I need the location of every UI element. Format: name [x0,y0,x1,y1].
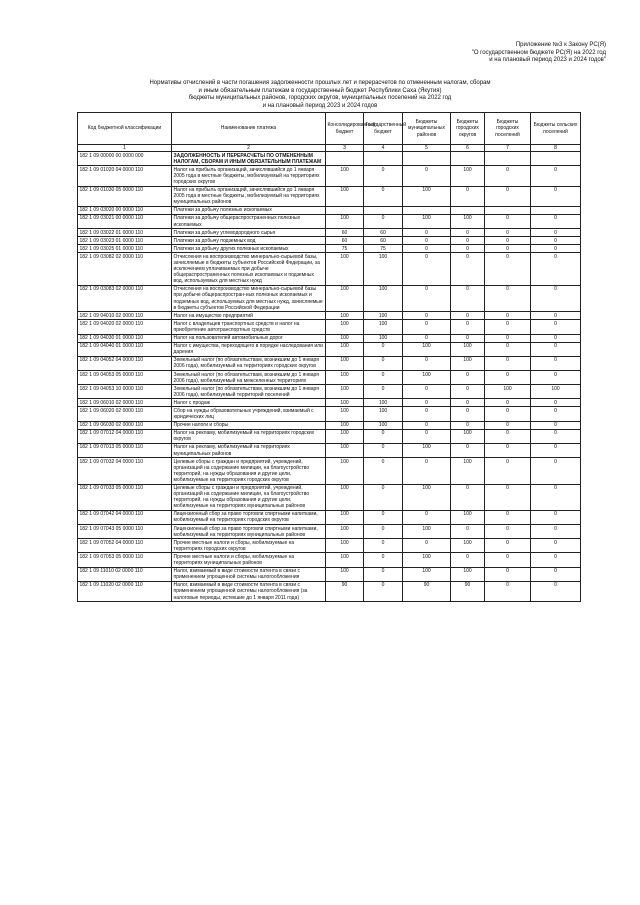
cell-payment-name: Земельный налог (по обязательствам, возникшим до 1 января 2006 года), мобилизуемый территорий поселений [172,385,326,399]
cell-code: 182 1 09 04053 10 0000 110 [78,385,172,399]
cell-rural-settlements: 0 [531,245,581,253]
cell-payment-name: Налог на прибыль организаций, зачислявшийся до 1 января 2005 года в местные бюджеты, мобилизуемый на территориях муниципальных районов [172,186,326,206]
cell-municipal-districts: 0 [403,458,451,484]
cell-consolidated: 60 [326,229,364,237]
table-row [78,334,581,342]
table-row [78,206,581,214]
cell-consolidated: 100 [326,567,364,581]
cell-payment-name: Налог с имущества, переходящего в порядке наследования или дарения [172,342,326,356]
table-row [78,285,581,311]
cell-code: 182 1 09 07032 04 0000 110 [78,458,172,484]
cell-municipal-districts: 0 [403,407,451,421]
cell-urban-settlements: 0 [485,525,531,539]
cell-city-districts [451,206,485,214]
header-city-districts: Бюджеты городских округов [451,113,485,145]
cell-payment-name: Целевые сборы с граждан и предприятий, учреждений, организаций на содержание милиции, на благоустройство территорий, на нужды образования и другие цели, мобилизуемые на территориях городских округов [172,458,326,484]
cell-state: 0 [364,186,403,206]
cell-rural-settlements: 0 [531,407,581,421]
cell-urban-settlements: 0 [485,484,531,510]
cell-city-districts: 0 [451,253,485,285]
cell-municipal-districts: 0 [403,229,451,237]
col-number: 5 [403,145,451,152]
cell-rural-settlements: 100 [531,385,581,399]
cell-rural-settlements: 0 [531,429,581,443]
cell-code: 182 1 09 03083 02 0000 110 [78,285,172,311]
cell-municipal-districts: 100 [403,214,451,228]
cell-state: 0 [364,371,403,385]
cell-city-districts [451,152,485,166]
cell-consolidated: 100 [326,253,364,285]
cell-state [364,206,403,214]
cell-consolidated: 75 [326,245,364,253]
cell-consolidated [326,152,364,166]
cell-consolidated: 100 [326,510,364,524]
column-number-row [78,145,581,152]
cell-rural-settlements [531,206,581,214]
cell-rural-settlements: 0 [531,186,581,206]
appendix-line-3: и на плановый период 2023 и 2024 годов" [489,57,606,63]
header-name: Наименование платежа [172,113,326,145]
col-number: 8 [531,145,581,152]
cell-rural-settlements: 0 [531,312,581,320]
document-title [60,80,580,110]
cell-code: 182 1 09 07012 04 0000 110 [78,429,172,443]
cell-urban-settlements: 0 [485,421,531,429]
cell-city-districts: 0 [451,385,485,399]
cell-consolidated: 100 [326,334,364,342]
cell-payment-name: Платежи за добычу других полезных ископаемых [172,245,326,253]
cell-urban-settlements: 0 [485,429,531,443]
cell-urban-settlements: 0 [485,237,531,245]
cell-payment-name: Налог, взимаемый в виде стоимости патента в связи с применением упрощенной системы налогообложения (за налоговые периоды, истекшие до 1 января 2011 года) [172,581,326,601]
header-code: Код бюджетной классификации [78,113,172,145]
cell-city-districts: 100 [451,356,485,370]
cell-municipal-districts: 100 [403,567,451,581]
cell-municipal-districts: 0 [403,334,451,342]
cell-payment-name: ЗАДОЛЖЕННОСТЬ И ПЕРЕРАСЧЕТЫ ПО ОТМЕНЕННЫМ НАЛОГАМ, СБОРАМ И ИНЫМ ОБЯЗАТЕЛЬНЫМ ПЛАТЕЖАМ [172,152,326,166]
appendix-reference [472,42,606,65]
cell-city-districts: 0 [451,320,485,334]
cell-consolidated: 100 [326,356,364,370]
table-row [78,186,581,206]
cell-code: 182 1 09 04053 05 0000 110 [78,371,172,385]
cell-city-districts: 100 [451,458,485,484]
cell-state: 0 [364,567,403,581]
cell-city-districts: 0 [451,553,485,567]
cell-payment-name: Налог на прибыль организаций, зачислявшийся до 1 января 2005 года в местные бюджеты, мобилизуемый на территориях городских округов [172,166,326,186]
table-row [78,399,581,407]
cell-municipal-districts: 0 [403,421,451,429]
cell-state: 0 [364,510,403,524]
cell-urban-settlements [485,206,531,214]
cell-payment-name: Налог на рекламу, мобилизуемый на территориях городских округов [172,429,326,443]
cell-code: 182 1 09 04040 01 0000 110 [78,342,172,356]
cell-consolidated: 100 [326,214,364,228]
table-row [78,484,581,510]
cell-municipal-districts: 100 [403,443,451,457]
cell-urban-settlements: 0 [485,229,531,237]
cell-rural-settlements: 0 [531,421,581,429]
cell-municipal-districts: 0 [403,237,451,245]
cell-state: 100 [364,399,403,407]
cell-payment-name: Налог с владельцев транспортных средств и налог на приобретение автотранспортных средств [172,320,326,334]
table-row [78,214,581,228]
cell-consolidated: 100 [326,429,364,443]
cell-state: 0 [364,443,403,457]
cell-urban-settlements: 0 [485,214,531,228]
cell-state: 100 [364,334,403,342]
cell-state: 0 [364,342,403,356]
cell-consolidated: 90 [326,581,364,601]
cell-state: 100 [364,421,403,429]
cell-state: 0 [364,429,403,443]
table-row [78,253,581,285]
cell-state: 0 [364,458,403,484]
cell-city-districts: 0 [451,399,485,407]
cell-payment-name: Платежи за добычу полезных ископаемых [172,206,326,214]
cell-state: 100 [364,312,403,320]
col-number: 2 [172,145,326,152]
cell-municipal-districts: 0 [403,166,451,186]
table-row [78,166,581,186]
cell-municipal-districts: 0 [403,320,451,334]
table-row [78,553,581,567]
cell-city-districts: 0 [451,421,485,429]
cell-payment-name: Прочие местные налоги и сборы, мобилизуемые на территориях городских округов [172,539,326,553]
cell-code: 182 1 09 01030 05 0000 110 [78,186,172,206]
table-row [78,152,581,166]
cell-urban-settlements: 0 [485,510,531,524]
cell-payment-name: Налог, взимаемый в виде стоимости патента в связи с применением упрощенной системы налогообложения [172,567,326,581]
cell-urban-settlements: 100 [485,385,531,399]
cell-payment-name: Налог на рекламу, мобилизуемый на территориях муниципальных районов [172,443,326,457]
cell-urban-settlements: 0 [485,371,531,385]
cell-rural-settlements [531,152,581,166]
cell-rural-settlements: 0 [531,166,581,186]
cell-urban-settlements: 0 [485,407,531,421]
cell-code: 182 1 09 03021 00 0000 110 [78,214,172,228]
cell-state: 75 [364,245,403,253]
cell-rural-settlements: 0 [531,320,581,334]
cell-urban-settlements: 0 [485,581,531,601]
cell-city-districts: 0 [451,229,485,237]
title-line-3: бюджеты муниципальных районов, городских округов, муниципальных поселений на 2022 год [188,95,452,102]
table-row [78,320,581,334]
cell-consolidated: 100 [326,371,364,385]
cell-state: 0 [364,553,403,567]
cell-code: 182 1 09 07042 04 0000 110 [78,510,172,524]
cell-code: 182 1 09 11010 02 0000 110 [78,567,172,581]
cell-urban-settlements: 0 [485,356,531,370]
cell-state: 0 [364,214,403,228]
col-number: 3 [326,145,364,152]
cell-state: 60 [364,237,403,245]
cell-city-districts: 100 [451,166,485,186]
cell-code: 182 1 09 11020 02 0000 110 [78,581,172,601]
cell-rural-settlements: 0 [531,539,581,553]
cell-code: 182 1 09 04030 01 0000 110 [78,334,172,342]
cell-urban-settlements: 0 [485,458,531,484]
cell-city-districts: 0 [451,407,485,421]
cell-consolidated: 100 [326,553,364,567]
table-row [78,312,581,320]
table-row [78,510,581,524]
cell-urban-settlements [485,152,531,166]
cell-consolidated: 100 [326,166,364,186]
cell-urban-settlements: 0 [485,443,531,457]
cell-payment-name: Прочие местные налоги и сборы, мобилизуемые на территориях муниципальных районов [172,553,326,567]
cell-urban-settlements: 0 [485,342,531,356]
table-row [78,539,581,553]
cell-rural-settlements: 0 [531,371,581,385]
cell-municipal-districts: 0 [403,539,451,553]
col-number: 7 [485,145,531,152]
cell-rural-settlements: 0 [531,342,581,356]
cell-state: 0 [364,581,403,601]
cell-payment-name: Отчисления на воспроизводство минерально-сырьевой базы при добыче общераспростран-ных полезных ископаемых и подземных вод, используемых для местных нужд, зачисляемые в бюджеты субъектов Российской Федерации [172,285,326,311]
cell-code: 182 1 09 04020 02 0000 110 [78,320,172,334]
table-row [78,443,581,457]
title-line-2: и иным обязательным платежам в государственный бюджет Республики Саха (Якутия) [198,87,442,94]
header-rural-settlements: Бюджеты сельских поселений [531,113,581,145]
cell-code: 182 1 09 04010 02 0000 110 [78,312,172,320]
cell-city-districts: 100 [451,342,485,356]
cell-code: 182 1 09 06030 02 0000 110 [78,421,172,429]
cell-code: 182 1 09 03022 01 0000 110 [78,229,172,237]
cell-urban-settlements: 0 [485,553,531,567]
cell-municipal-districts: 0 [403,510,451,524]
table-row [78,356,581,370]
cell-state: 60 [364,229,403,237]
cell-municipal-districts: 0 [403,356,451,370]
cell-code: 182 1 09 07033 05 0000 110 [78,484,172,510]
cell-payment-name: Налог на имущество предприятий [172,312,326,320]
cell-city-districts: 90 [451,581,485,601]
table-row [78,245,581,253]
cell-code: 182 1 09 01020 04 0000 110 [78,166,172,186]
cell-consolidated: 60 [326,237,364,245]
cell-state: 100 [364,253,403,285]
cell-payment-name: Целевые сборы с граждан и предприятий, учреждений, организаций на содержание милиции, на благоустройство территорий, на нужды образования и другие цели, мобилизуемые на территориях муниципальных районов [172,484,326,510]
table-row [78,581,581,601]
cell-municipal-districts: 100 [403,342,451,356]
cell-urban-settlements: 0 [485,312,531,320]
cell-payment-name: Налог с продаж [172,399,326,407]
col-number: 4 [364,145,403,152]
cell-payment-name: Сбор на нужды образовательных учреждений, взимаемый с юридических лиц [172,407,326,421]
cell-city-districts: 0 [451,285,485,311]
cell-payment-name: Земельный налог (по обязательствам, возникшим до 1 января 2006 года), мобилизуемый на межселенных территориях [172,371,326,385]
cell-city-districts: 100 [451,567,485,581]
cell-state: 0 [364,385,403,399]
cell-code: 182 1 09 07052 04 0000 110 [78,539,172,553]
cell-code: 182 1 09 03025 01 0000 110 [78,245,172,253]
cell-consolidated: 100 [326,186,364,206]
cell-municipal-districts: 0 [403,253,451,285]
cell-city-districts: 0 [451,484,485,510]
col-number: 1 [78,145,172,152]
cell-rural-settlements: 0 [531,510,581,524]
cell-city-districts: 100 [451,510,485,524]
cell-municipal-districts: 100 [403,371,451,385]
cell-state: 100 [364,285,403,311]
cell-payment-name: Земельный налог (по обязательствам, возникшим до 1 января 2006 года), мобилизуемый на территориях городских округов [172,356,326,370]
cell-municipal-districts: 0 [403,245,451,253]
cell-rural-settlements: 0 [531,229,581,237]
cell-consolidated: 100 [326,539,364,553]
cell-code: 182 1 09 07053 05 0000 110 [78,553,172,567]
table-row [78,458,581,484]
cell-payment-name: Налог на пользователей автомобильных дорог [172,334,326,342]
cell-payment-name: Платежи за добычу подземных вод [172,237,326,245]
cell-rural-settlements: 0 [531,356,581,370]
cell-payment-name: Лицензионный сбор за право торговли спиртными напитками, мобилизуемый на территориях муниципальных районов [172,525,326,539]
cell-consolidated: 100 [326,342,364,356]
cell-city-districts: 0 [451,186,485,206]
cell-consolidated: 100 [326,458,364,484]
cell-municipal-districts: 100 [403,525,451,539]
cell-urban-settlements: 0 [485,166,531,186]
cell-municipal-districts [403,206,451,214]
cell-code: 182 1 09 03023 01 0000 110 [78,237,172,245]
cell-consolidated: 100 [326,399,364,407]
cell-payment-name: Отчисления на воспроизводство минерально-сырьевой базы, зачисляемые в бюджеты субъектов Российской Федерации, за исключением уплачиваемых при добыче общераспространенных полезных ископаемых и подземных вод, используемых для местных нужд [172,253,326,285]
table-row [78,407,581,421]
cell-payment-name: Прочие налоги и сборы [172,421,326,429]
cell-rural-settlements: 0 [531,553,581,567]
cell-code: 182 1 09 03082 02 0000 110 [78,253,172,285]
cell-municipal-districts: 0 [403,399,451,407]
cell-urban-settlements: 0 [485,399,531,407]
cell-city-districts: 0 [451,334,485,342]
cell-consolidated: 100 [326,484,364,510]
cell-consolidated: 100 [326,443,364,457]
cell-state: 100 [364,320,403,334]
table-row [78,525,581,539]
header-consolidated: Консолидированный бюджет [326,113,364,145]
cell-rural-settlements: 0 [531,399,581,407]
cell-rural-settlements: 0 [531,253,581,285]
cell-state: 0 [364,166,403,186]
cell-state: 0 [364,539,403,553]
cell-consolidated: 100 [326,312,364,320]
cell-rural-settlements: 0 [531,214,581,228]
cell-urban-settlements: 0 [485,320,531,334]
norms-table [77,112,581,602]
cell-rural-settlements: 0 [531,334,581,342]
cell-rural-settlements: 0 [531,525,581,539]
table-row [78,385,581,399]
table-row [78,371,581,385]
cell-rural-settlements: 0 [531,285,581,311]
cell-rural-settlements: 0 [531,581,581,601]
cell-rural-settlements: 0 [531,237,581,245]
cell-state [364,152,403,166]
cell-consolidated: 100 [326,525,364,539]
appendix-line-1: Приложение №3 к Закону РС(Я) [515,42,606,48]
cell-code: 182 1 09 04052 04 0000 110 [78,356,172,370]
header-row [78,113,581,145]
cell-city-districts: 0 [451,312,485,320]
appendix-line-2: "О государственном бюджете РС(Я) на 2022 год [471,49,606,56]
table-row [78,342,581,356]
cell-city-districts: 0 [451,443,485,457]
cell-rural-settlements: 0 [531,567,581,581]
cell-city-districts: 100 [451,539,485,553]
cell-state: 0 [364,356,403,370]
table-row [78,421,581,429]
cell-city-districts: 0 [451,525,485,539]
cell-code: 182 1 09 03020 00 0000 110 [78,206,172,214]
cell-consolidated: 100 [326,421,364,429]
cell-payment-name: Платежи за добычу общераспространенных полезных ископаемых [172,214,326,228]
table-body [78,152,581,602]
cell-rural-settlements: 0 [531,443,581,457]
cell-urban-settlements: 0 [485,567,531,581]
cell-code: 182 1 09 07043 05 0000 110 [78,525,172,539]
cell-urban-settlements: 0 [485,539,531,553]
cell-rural-settlements: 0 [531,458,581,484]
header-municipal-districts: Бюджеты муниципальных районов [403,113,451,145]
title-line-1: Нормативы отчислений в части погашения задолженности прошлых лет и перерасчетов по отмененным налогам, сборам [149,80,491,86]
cell-municipal-districts [403,152,451,166]
cell-code: 182 1 09 06010 02 0000 110 [78,399,172,407]
cell-city-districts: 0 [451,237,485,245]
table-row [78,229,581,237]
cell-municipal-districts: 0 [403,285,451,311]
cell-code: 182 1 09 07013 05 0000 110 [78,443,172,457]
cell-state: 0 [364,525,403,539]
cell-consolidated [326,206,364,214]
header-urban-settlements: Бюджеты городских поселений [485,113,531,145]
cell-municipal-districts: 0 [403,429,451,443]
header-state: Государственный бюджет [364,113,403,145]
cell-urban-settlements: 0 [485,186,531,206]
cell-municipal-districts: 0 [403,385,451,399]
cell-municipal-districts: 90 [403,581,451,601]
cell-municipal-districts: 100 [403,484,451,510]
table-row [78,429,581,443]
col-number: 6 [451,145,485,152]
table-row [78,237,581,245]
cell-city-districts: 100 [451,214,485,228]
title-line-4: и на плановый период 2023 и 2024 годов [262,102,378,109]
cell-consolidated: 100 [326,407,364,421]
cell-payment-name: Лицензионный сбор за право торговли спиртными напитками, мобилизуемый на территориях городских округов [172,510,326,524]
cell-city-districts: 0 [451,371,485,385]
cell-state: 100 [364,407,403,421]
cell-code: 182 1 09 06020 02 0000 110 [78,407,172,421]
cell-city-districts: 0 [451,245,485,253]
cell-consolidated: 100 [326,285,364,311]
table-row [78,567,581,581]
cell-municipal-districts: 100 [403,186,451,206]
cell-urban-settlements: 0 [485,253,531,285]
cell-code: 182 1 09 00000 00 0000 000 [78,152,172,166]
cell-consolidated: 100 [326,385,364,399]
cell-municipal-districts: 0 [403,312,451,320]
cell-urban-settlements: 0 [485,334,531,342]
cell-consolidated: 100 [326,320,364,334]
cell-rural-settlements: 0 [531,484,581,510]
cell-city-districts: 100 [451,429,485,443]
cell-payment-name: Платежи за добычу углеводородного сырья [172,229,326,237]
cell-urban-settlements: 0 [485,285,531,311]
cell-state: 0 [364,484,403,510]
cell-urban-settlements: 0 [485,245,531,253]
cell-municipal-districts: 100 [403,553,451,567]
